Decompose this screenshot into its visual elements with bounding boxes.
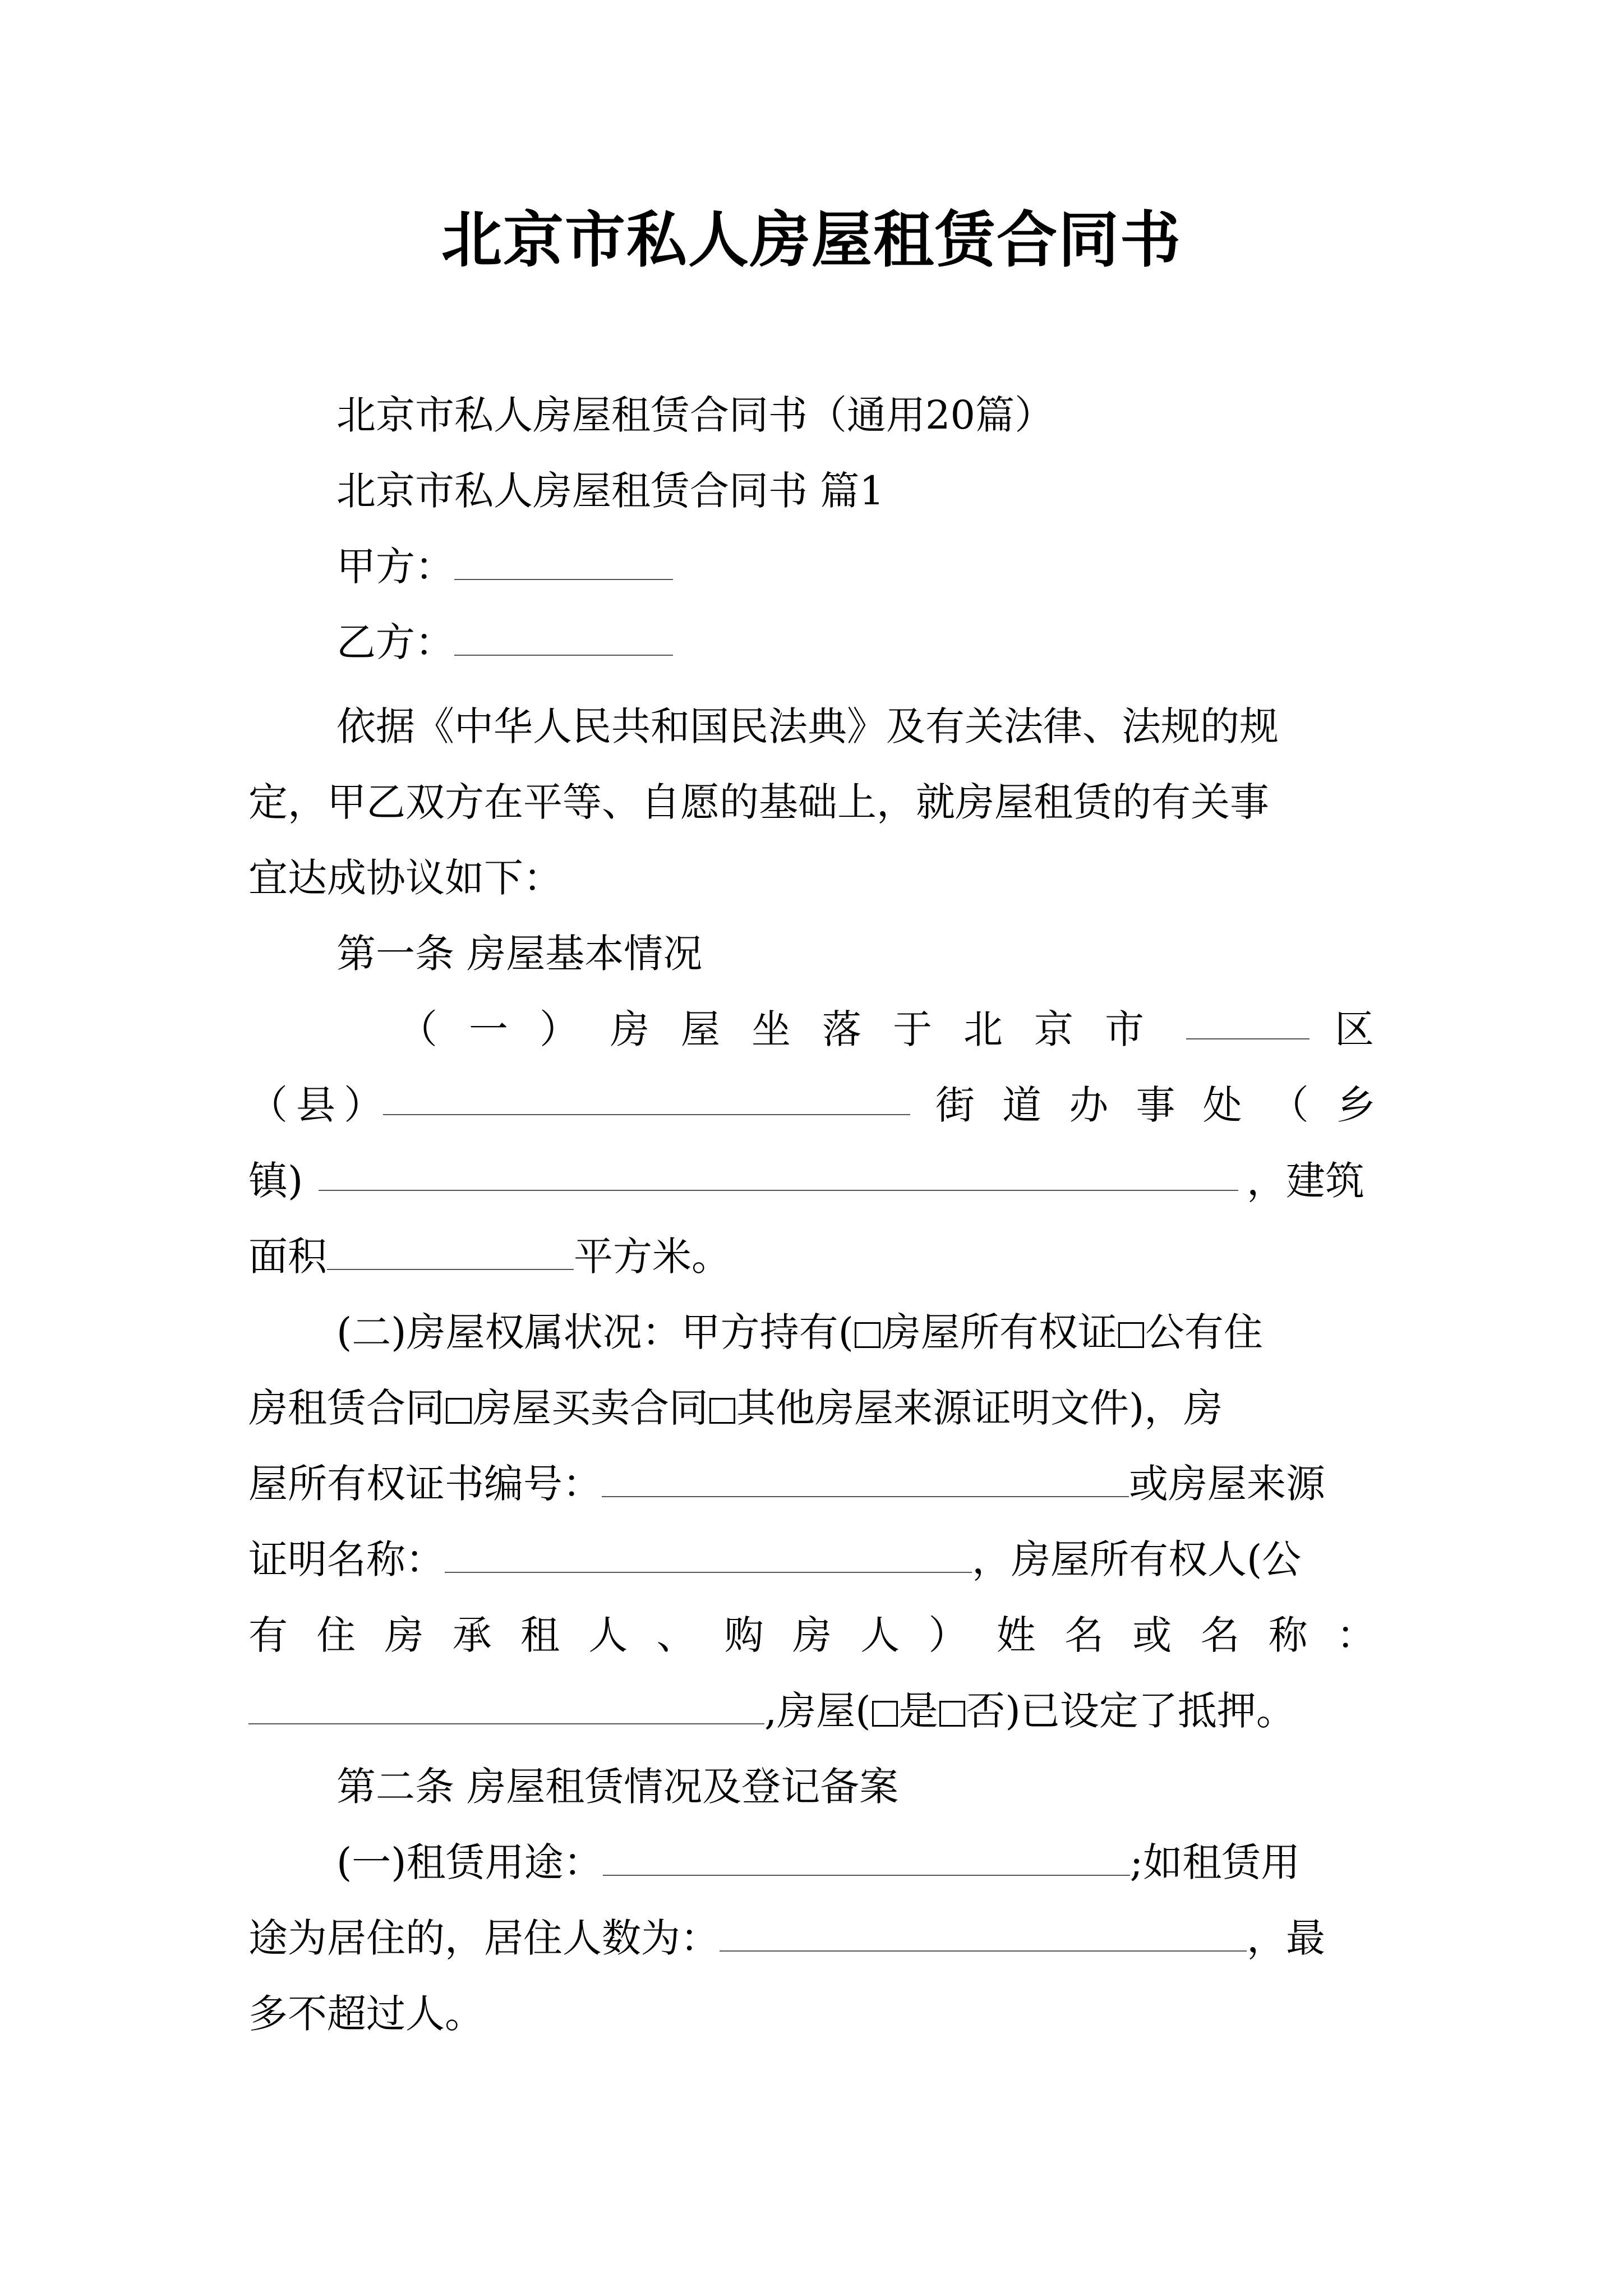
document-title: 北京市私人房屋租赁合同书 xyxy=(441,205,1182,275)
occupants-label: 途为居住的，居住人数为： xyxy=(248,1915,720,1961)
subtitle: 北京市私人房屋租赁合同书（通用20篇） xyxy=(336,392,1054,438)
party-a-label: 甲方： xyxy=(336,544,454,590)
char: 称 xyxy=(1268,1612,1308,1658)
char: 屋 xyxy=(681,1006,720,1052)
checkbox-purchase-contract[interactable] xyxy=(446,1398,472,1424)
char: 或 xyxy=(1132,1612,1172,1658)
char: 名 xyxy=(1200,1612,1240,1658)
char: 人 xyxy=(860,1612,900,1658)
char: 名 xyxy=(1064,1612,1104,1658)
a2-item1-line3: 多不超过人。 xyxy=(248,1991,484,2037)
char: 事 xyxy=(1136,1082,1175,1128)
intro-line-1: 依据《中华人民共和国民法典》及有关法律、法规的规 xyxy=(336,703,1279,749)
county-blank xyxy=(383,1082,910,1115)
public-housing-label: 公有住 xyxy=(1145,1309,1263,1355)
char: 街 xyxy=(935,1082,975,1128)
char: 房 xyxy=(792,1612,832,1658)
rental-use-blank xyxy=(603,1842,1130,1876)
char: 市 xyxy=(1105,1006,1144,1052)
char: 有 xyxy=(248,1612,288,1658)
party-a-line xyxy=(336,539,1376,595)
a1-item2-line6 xyxy=(248,1683,1376,1739)
mortgage-no-label: 否)已设定了抵押。 xyxy=(966,1688,1295,1734)
char: 租 xyxy=(520,1612,560,1658)
char: 一 xyxy=(469,1006,508,1052)
char: 承 xyxy=(452,1612,492,1658)
char: 道 xyxy=(1002,1082,1042,1128)
party-a-blank xyxy=(454,546,673,580)
source-label: 或房屋来源 xyxy=(1129,1461,1325,1507)
district-blank xyxy=(1186,1006,1310,1039)
checkbox-other-proof[interactable] xyxy=(709,1398,735,1424)
proof-name-label: 证明名称： xyxy=(248,1536,445,1582)
char: 于 xyxy=(893,1006,932,1052)
checkbox-mortgage-yes[interactable] xyxy=(872,1701,898,1727)
proof-name-blank xyxy=(445,1539,972,1573)
char: ： xyxy=(1336,1612,1376,1658)
rental-use-label: (一)租赁用途： xyxy=(336,1839,603,1885)
a2-item1-line2 xyxy=(248,1910,1376,1966)
area-unit: 平方米。 xyxy=(574,1234,731,1280)
cert-number-blank xyxy=(602,1464,1129,1497)
char: 购 xyxy=(724,1612,764,1658)
checkbox-mortgage-no[interactable] xyxy=(939,1701,965,1727)
char: ） xyxy=(540,1006,579,1052)
char: 京 xyxy=(1034,1006,1073,1052)
party-b-label: 乙方： xyxy=(336,619,454,665)
char: 乡 xyxy=(1336,1082,1376,1128)
building-label: ，建筑 xyxy=(1247,1158,1364,1204)
other-proof-label: 其他房屋来源证明文件)，房 xyxy=(736,1385,1223,1431)
mortgage-yes-label: 是 xyxy=(898,1688,938,1734)
owner-name-blank xyxy=(248,1691,764,1724)
intro-line-3: 宜达成协议如下： xyxy=(248,855,562,901)
char: （ xyxy=(398,1006,437,1052)
mortgage-label: ,房屋( xyxy=(764,1688,871,1734)
a1-item2-line4 xyxy=(248,1531,1376,1588)
owner-label: ，房屋所有权人(公 xyxy=(972,1536,1302,1582)
party-b-line xyxy=(336,614,1376,670)
county-chars xyxy=(248,1077,383,1133)
article-2-heading: 第二条 房屋租赁情况及登记备案 xyxy=(336,1764,899,1810)
a1-item2-line2 xyxy=(248,1380,1376,1436)
char: 房 xyxy=(610,1006,649,1052)
char: 房 xyxy=(384,1612,424,1658)
char: 处 xyxy=(1202,1082,1242,1128)
checkbox-public-housing[interactable] xyxy=(1118,1322,1144,1348)
char: 县 xyxy=(296,1082,335,1128)
purchase-contract-label: 房屋买卖合同 xyxy=(473,1385,708,1431)
a1-item2-line3 xyxy=(248,1456,1376,1512)
a1-item2-line5 xyxy=(248,1607,1376,1663)
cert-number-label: 屋所有权证书编号： xyxy=(248,1461,602,1507)
a1-item2-line1 xyxy=(336,1304,1376,1360)
checkbox-ownership-cert[interactable] xyxy=(855,1322,880,1348)
town-blank xyxy=(319,1157,1238,1191)
char: 、 xyxy=(656,1612,696,1658)
street-office-chars xyxy=(935,1077,1376,1133)
char: （ xyxy=(248,1082,288,1128)
rental-contract-label: 房租赁合同 xyxy=(248,1385,445,1431)
area-blank xyxy=(327,1236,574,1270)
intro-line-2: 定，甲乙双方在平等、自愿的基础上，就房屋租赁的有关事 xyxy=(248,779,1269,825)
occupants-blank xyxy=(720,1918,1247,1952)
residential-label: ;如租赁用 xyxy=(1129,1839,1301,1885)
char: （ xyxy=(1269,1082,1309,1128)
char: 坐 xyxy=(751,1006,791,1052)
ownership-status-text: (二)房屋权属状况：甲方持有( xyxy=(336,1309,854,1355)
char: 人 xyxy=(588,1612,628,1658)
a1-item1-line4 xyxy=(248,1228,1376,1285)
a1-item1-line1-chars xyxy=(398,1001,1144,1057)
char: 住 xyxy=(316,1612,356,1658)
max-label: ，最 xyxy=(1247,1915,1325,1961)
char: 办 xyxy=(1069,1082,1109,1128)
a2-item1-line1 xyxy=(336,1834,1376,1890)
char: ） xyxy=(928,1612,968,1658)
district-char: 区 xyxy=(1335,1006,1374,1052)
ownership-cert-label: 房屋所有权证 xyxy=(881,1309,1117,1355)
section-title: 北京市私人房屋租赁合同书 篇1 xyxy=(336,468,884,514)
area-label: 面积 xyxy=(248,1234,327,1280)
char: 北 xyxy=(963,1006,1003,1052)
party-b-blank xyxy=(454,622,673,656)
char: 落 xyxy=(822,1006,861,1052)
town-label: 镇) xyxy=(248,1158,303,1204)
char: 姓 xyxy=(996,1612,1036,1658)
char: ） xyxy=(344,1082,383,1128)
article-1-heading: 第一条 房屋基本情况 xyxy=(336,931,703,977)
